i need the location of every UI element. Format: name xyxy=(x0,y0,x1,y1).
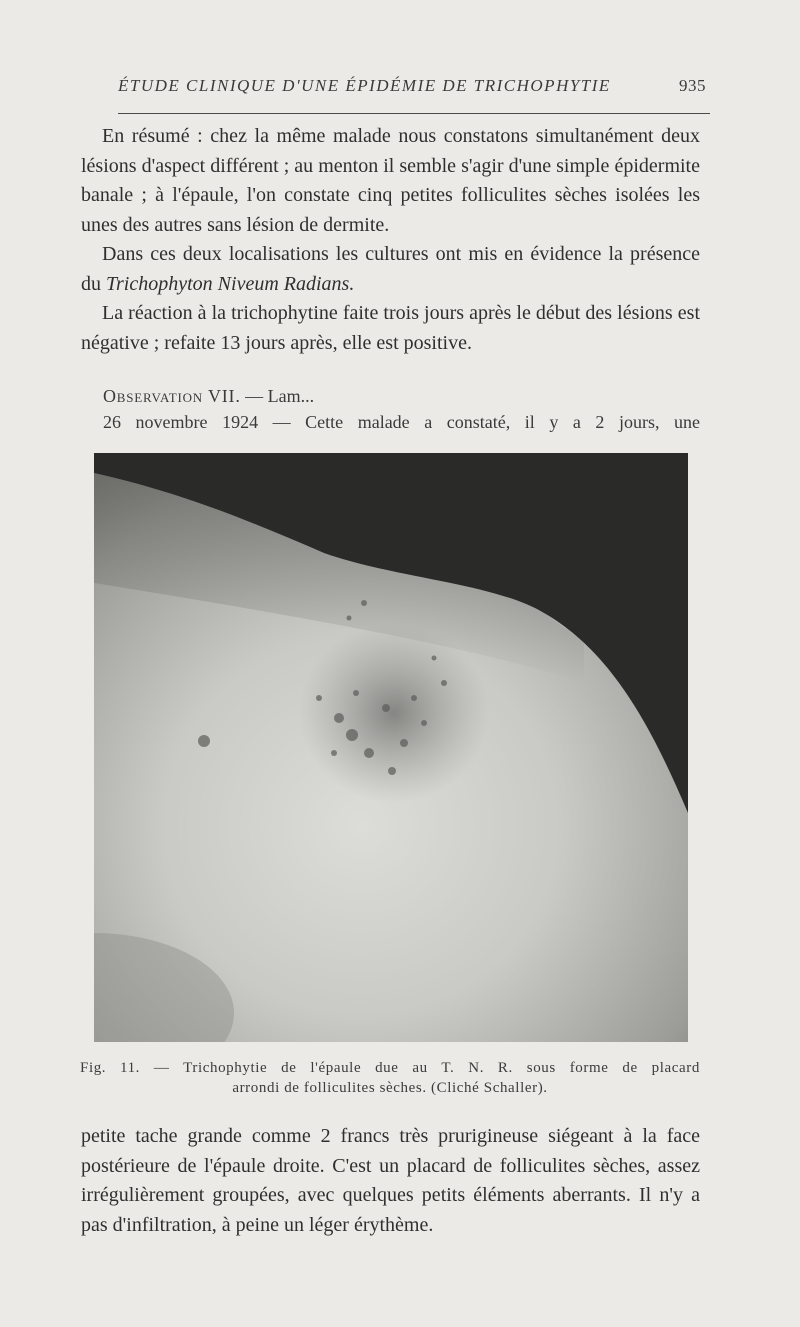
header-rule xyxy=(118,113,710,114)
observation-heading xyxy=(103,386,314,407)
paragraph-reaction: La réaction à la trichophytine faite trois jours après le début des lésions est négative ; refaite 13 jours après, elle est positive. xyxy=(81,302,700,354)
paragraph-description: petite tache grande comme 2 francs très prurigineuse siégeant à la face postérieure de l'épaule droite. C'est un placard de folliculites sèches, assez irrégulièrement groupées, avec quelques petits éléments aberrants. Il n'y a pas d'infiltration, à peine un léger érythème. xyxy=(81,1125,700,1236)
body-text-bottom xyxy=(81,1122,700,1240)
figure-photo xyxy=(94,453,688,1042)
observation-first-line: 26 novembre 1924 — Cette malade a constaté, il y a 2 jours, une xyxy=(103,412,700,432)
caption-line-2: arrondi de folliculites sèches. (Cliché Schaller). xyxy=(232,1080,548,1096)
running-title: ÉTUDE CLINIQUE D'UNE ÉPIDÉMIE DE TRICHOPHYTIE xyxy=(118,76,611,95)
observation-title: — Lam... xyxy=(245,386,315,406)
paragraph-cultures-text: Dans ces deux localisations les cultures ont mis en évidence la présence du xyxy=(81,243,700,295)
species-name: Trichophyton Niveum Radians. xyxy=(106,272,355,295)
page-number: 935 xyxy=(679,76,706,95)
figure-caption xyxy=(80,1058,700,1098)
paragraph-cultures xyxy=(81,240,700,299)
running-head xyxy=(118,76,708,96)
observation-label: Observation VII. xyxy=(103,386,241,406)
body-text-top xyxy=(81,122,700,358)
caption-line-1: Fig. 11. — Trichophytie de l'épaule due au T. N. R. sous forme de placard xyxy=(80,1060,700,1076)
paragraph-summary: En résumé : chez la même malade nous constatons simultanément deux lésions d'aspect différent ; au menton il semble s'agir d'une simple épidermite banale ; à l'épaule, l'on constate cinq petites folliculites sèches isolées les unes des autres sans lésion de dermite. xyxy=(81,125,700,236)
